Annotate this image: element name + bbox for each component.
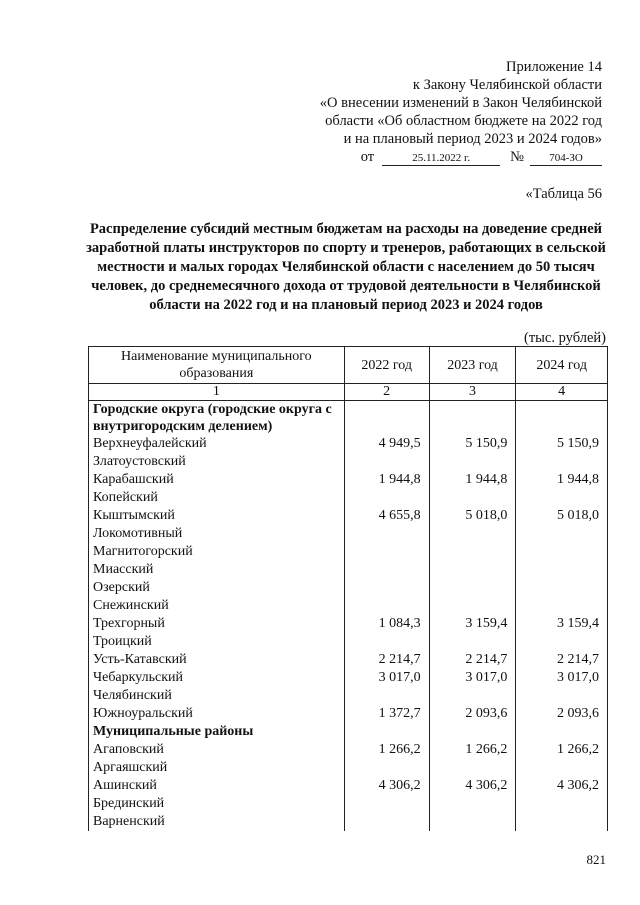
table-row [89, 489, 608, 507]
value-2023-cell: 2 214,7 [429, 651, 516, 669]
value-2023-cell [429, 795, 516, 813]
header-line: «О внесении изменений в Закон Челябинской [319, 95, 602, 111]
page-number: 821 [586, 852, 606, 867]
value-2023-cell: 3 159,4 [429, 615, 516, 633]
header-line: области «Об областном бюджете на 2022 год [325, 113, 602, 129]
value-2024-cell [516, 401, 608, 436]
value-2024-cell [516, 579, 608, 597]
header-2023: 2023 год [429, 347, 516, 384]
table-row [89, 777, 608, 795]
value-2024-cell: 3 159,4 [516, 615, 608, 633]
table-row [89, 435, 608, 453]
municipality-cell: Троицкий [89, 633, 345, 651]
header-2022: 2022 год [344, 347, 429, 384]
value-2024-cell [516, 813, 608, 831]
municipality-cell: Аргаяшский [89, 759, 345, 777]
table-row [89, 471, 608, 489]
value-2024-cell: 5 018,0 [516, 507, 608, 525]
value-2022-cell: 1 372,7 [344, 705, 429, 723]
municipality-cell: Трехгорный [89, 615, 345, 633]
value-2024-cell: 4 306,2 [516, 777, 608, 795]
value-2023-cell [429, 723, 516, 741]
table-row [89, 579, 608, 597]
value-2023-cell: 2 093,6 [429, 705, 516, 723]
value-2022-cell [344, 597, 429, 615]
municipality-cell: Ашинский [89, 777, 345, 795]
table-row [89, 741, 608, 759]
value-2022-cell [344, 401, 429, 436]
header-line: Приложение 14 [506, 59, 602, 75]
value-2024-cell [516, 759, 608, 777]
table-row [89, 453, 608, 471]
value-2024-cell [516, 453, 608, 471]
value-2023-cell [429, 579, 516, 597]
value-2023-cell: 1 944,8 [429, 471, 516, 489]
table-row [89, 525, 608, 543]
value-2023-cell: 3 017,0 [429, 669, 516, 687]
date-field: 25.11.2022 г. [382, 152, 500, 166]
col-number: 1 [89, 384, 345, 401]
document-title: Распределение субсидий местным бюджетам на расходы на доведение средней заработной платы инструкторов по спорту и тренеров, работающих в сельской местности и малых городах Челябинской области с населением до 50 тысяч человек, до среднемесячного дохода от трудовой деятельности в Челябинской области на 2022 год и на плановый период 2023 и 2024 годов [86, 221, 606, 313]
value-2023-cell: 1 266,2 [429, 741, 516, 759]
table-row [89, 597, 608, 615]
value-2024-cell [516, 723, 608, 741]
value-2024-cell: 1 266,2 [516, 741, 608, 759]
header-line: и на плановый период 2023 и 2024 годов» [343, 131, 602, 147]
value-2023-cell [429, 543, 516, 561]
from-label: от [360, 149, 375, 165]
value-2023-cell [429, 633, 516, 651]
table-row [89, 687, 608, 705]
value-2023-cell: 5 018,0 [429, 507, 516, 525]
value-2022-cell [344, 813, 429, 831]
group-row [89, 723, 608, 741]
value-2023-cell [429, 597, 516, 615]
header-line: к Закону Челябинской области [412, 77, 602, 93]
table-row [89, 669, 608, 687]
municipality-cell: Верхнеуфалейский [89, 435, 345, 453]
value-2022-cell [344, 489, 429, 507]
value-2024-cell [516, 561, 608, 579]
municipality-cell: Южноуральский [89, 705, 345, 723]
municipality-cell: Локомотивный [89, 525, 345, 543]
municipality-cell: Городские округа (городские округа с внутригородским делением) [89, 401, 345, 436]
value-2023-cell [429, 813, 516, 831]
value-2022-cell: 3 017,0 [344, 669, 429, 687]
municipality-cell: Варненский [89, 813, 345, 831]
value-2022-cell [344, 759, 429, 777]
value-2022-cell [344, 525, 429, 543]
value-2024-cell [516, 543, 608, 561]
value-2023-cell [429, 561, 516, 579]
value-2023-cell [429, 401, 516, 436]
document-header [272, 58, 602, 166]
table-row [89, 759, 608, 777]
table-row [89, 813, 608, 831]
value-2022-cell [344, 453, 429, 471]
col-number: 2 [344, 384, 429, 401]
number-label: № [510, 149, 524, 165]
subsidy-table [88, 346, 608, 831]
value-2024-cell [516, 795, 608, 813]
group-row [89, 401, 608, 436]
municipality-cell: Миасский [89, 561, 345, 579]
value-2024-cell: 2 093,6 [516, 705, 608, 723]
number-field: 704-ЗО [530, 152, 602, 166]
value-2022-cell [344, 633, 429, 651]
municipality-cell: Снежинский [89, 597, 345, 615]
municipality-cell: Карабашский [89, 471, 345, 489]
value-2022-cell [344, 561, 429, 579]
value-2023-cell [429, 525, 516, 543]
table-row [89, 795, 608, 813]
table-row [89, 705, 608, 723]
value-2024-cell: 5 150,9 [516, 435, 608, 453]
value-2022-cell [344, 543, 429, 561]
value-2023-cell [429, 489, 516, 507]
value-2022-cell: 4 949,5 [344, 435, 429, 453]
municipality-cell: Усть-Катавский [89, 651, 345, 669]
municipality-cell: Челябинский [89, 687, 345, 705]
law-date-number-line [272, 148, 602, 166]
table-row [89, 543, 608, 561]
municipality-cell: Агаповский [89, 741, 345, 759]
value-2023-cell: 4 306,2 [429, 777, 516, 795]
municipality-cell: Кыштымский [89, 507, 345, 525]
value-2024-cell: 1 944,8 [516, 471, 608, 489]
municipality-cell: Муниципальные районы [89, 723, 345, 741]
value-2022-cell: 4 655,8 [344, 507, 429, 525]
table-row [89, 651, 608, 669]
table-label: «Таблица 56 [525, 186, 602, 202]
header-2024: 2024 год [516, 347, 608, 384]
municipality-cell: Озерский [89, 579, 345, 597]
value-2022-cell [344, 687, 429, 705]
header-municipality: Наименование муниципального образования [89, 347, 345, 384]
municipality-cell: Златоустовский [89, 453, 345, 471]
value-2022-cell: 2 214,7 [344, 651, 429, 669]
table-row [89, 561, 608, 579]
value-2024-cell [516, 633, 608, 651]
value-2023-cell: 5 150,9 [429, 435, 516, 453]
unit-label: (тыс. рублей) [524, 330, 606, 346]
col-number: 4 [516, 384, 608, 401]
table-row [89, 633, 608, 651]
municipality-cell: Брединский [89, 795, 345, 813]
value-2024-cell [516, 597, 608, 615]
municipality-cell: Копейский [89, 489, 345, 507]
value-2024-cell: 2 214,7 [516, 651, 608, 669]
table-row [89, 615, 608, 633]
value-2022-cell [344, 795, 429, 813]
value-2024-cell [516, 687, 608, 705]
value-2022-cell: 4 306,2 [344, 777, 429, 795]
col-number: 3 [429, 384, 516, 401]
municipality-cell: Магнитогорский [89, 543, 345, 561]
value-2024-cell [516, 525, 608, 543]
municipality-cell: Чебаркульский [89, 669, 345, 687]
table-row [89, 507, 608, 525]
value-2024-cell: 3 017,0 [516, 669, 608, 687]
value-2022-cell [344, 579, 429, 597]
value-2022-cell: 1 084,3 [344, 615, 429, 633]
value-2022-cell: 1 266,2 [344, 741, 429, 759]
value-2023-cell [429, 453, 516, 471]
value-2023-cell [429, 759, 516, 777]
value-2024-cell [516, 489, 608, 507]
value-2023-cell [429, 687, 516, 705]
value-2022-cell [344, 723, 429, 741]
value-2022-cell: 1 944,8 [344, 471, 429, 489]
table-body [89, 401, 608, 832]
